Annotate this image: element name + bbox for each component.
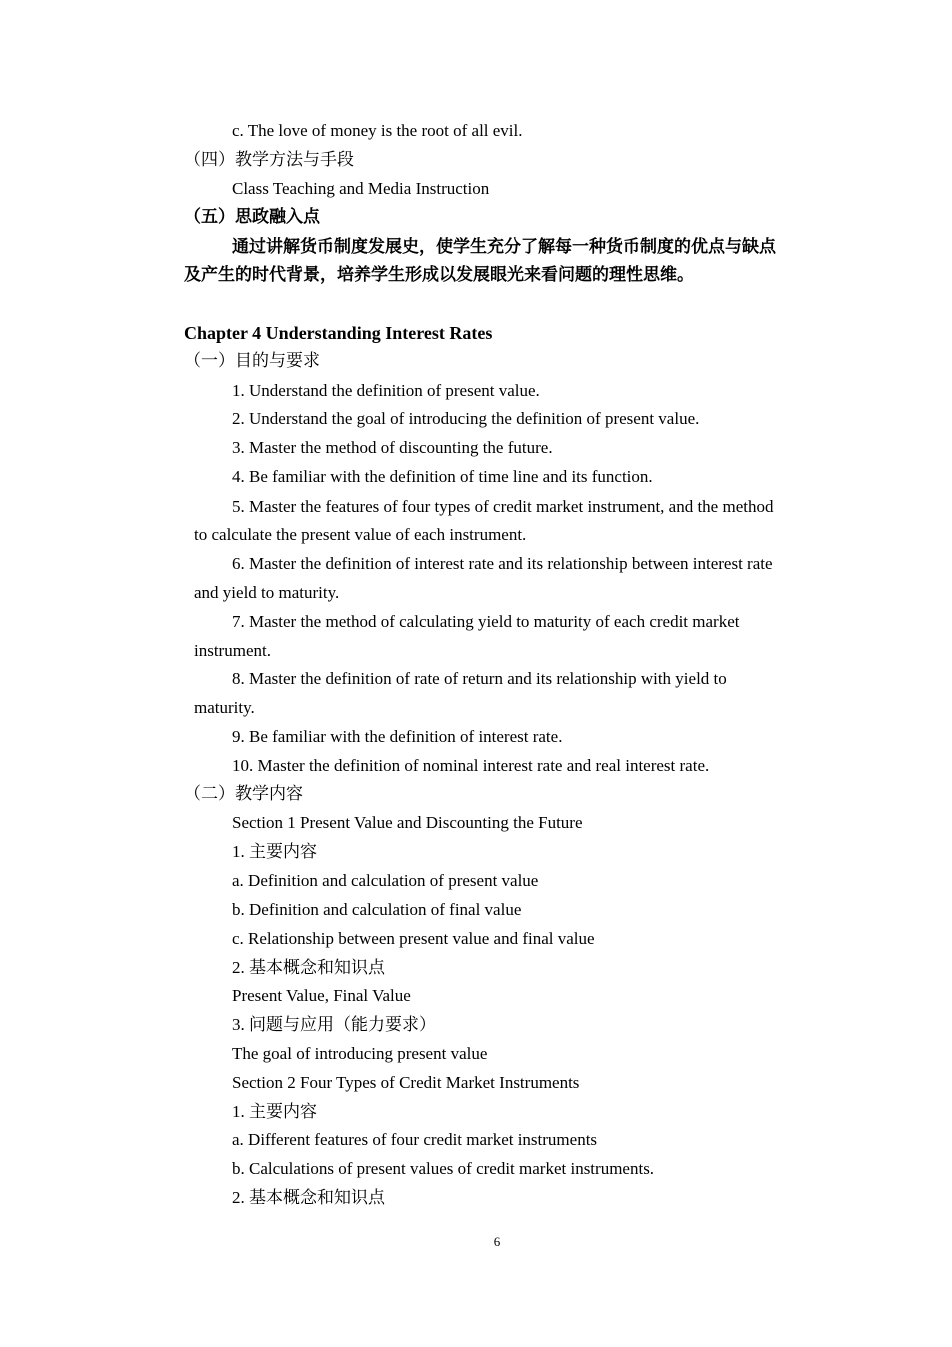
section-1-item-c: c. Relationship between present value and final value: [232, 929, 595, 948]
objective-item-10: 10. Master the definition of nominal interest rate and real interest rate.: [232, 756, 710, 775]
page-number: 6: [493, 1234, 501, 1249]
objective-item-7-cont: instrument.: [194, 641, 271, 660]
objective-item-1: 1. Understand the definition of present value.: [232, 381, 540, 400]
objective-item-3: 3. Master the method of discounting the future.: [232, 438, 553, 457]
chapter-title: Chapter 4 Understanding Interest Rates: [184, 323, 493, 343]
objective-item-7: 7. Master the method of calculating yield to maturity of each credit market: [232, 612, 740, 631]
section-1-title: Section 1 Present Value and Discounting the Future: [232, 813, 583, 832]
objective-item-5: 5. Master the features of four types of credit market instrument, and the method: [232, 497, 774, 516]
section-1-item-a: a. Definition and calculation of present value: [232, 871, 539, 890]
objective-item-2: 2. Understand the goal of introducing the definition of present value.: [232, 409, 700, 428]
objective-item-8-cont: maturity.: [194, 698, 255, 717]
objective-item-8: 8. Master the definition of rate of return and its relationship with yield to: [232, 669, 727, 688]
section-1-concepts-heading: 2. 基本概念和知识点: [232, 958, 385, 977]
objective-item-6-cont: and yield to maturity.: [194, 583, 340, 602]
section-2-title: Section 2 Four Types of Credit Market Instruments: [232, 1073, 580, 1092]
objective-item-9: 9. Be familiar with the definition of interest rate.: [232, 727, 563, 746]
section-2-item-b: b. Calculations of present values of credit market instruments.: [232, 1159, 655, 1178]
objective-item-6: 6. Master the definition of interest rate and its relationship between interest rate: [232, 554, 773, 573]
ideological-text-line-2: 及产生的时代背景，培养学生形成以发展眼光来看问题的理性思维。: [184, 265, 694, 284]
section-1-item-b: b. Definition and calculation of final value: [232, 900, 522, 919]
objective-item-5-cont: to calculate the present value of each instrument.: [194, 525, 527, 544]
section-2-item-a: a. Different features of four credit market instruments: [232, 1130, 598, 1149]
list-item-c-love-of-money: c. The love of money is the root of all evil.: [232, 121, 523, 140]
section-2-main-content-heading: 1. 主要内容: [232, 1102, 317, 1121]
section-1-concepts-text: Present Value, Final Value: [232, 986, 411, 1005]
section-1-main-content-heading: 1. 主要内容: [232, 842, 317, 861]
section-2-concepts-heading: 2. 基本概念和知识点: [232, 1188, 385, 1207]
heading-ideological-points: （五）思政融入点: [184, 207, 320, 226]
objective-item-4: 4. Be familiar with the definition of time line and its function.: [232, 467, 653, 486]
heading-objectives: （一）目的与要求: [184, 351, 320, 370]
teaching-methods-text: Class Teaching and Media Instruction: [232, 179, 490, 198]
ideological-text-line-1: 通过讲解货币制度发展史，使学生充分了解每一种货币制度的优点与缺点: [232, 237, 776, 256]
section-1-applications-heading: 3. 问题与应用（能力要求）: [232, 1015, 436, 1034]
heading-teaching-content: （二）教学内容: [184, 784, 303, 803]
heading-teaching-methods: （四）教学方法与手段: [184, 150, 354, 169]
section-1-applications-text: The goal of introducing present value: [232, 1044, 488, 1063]
